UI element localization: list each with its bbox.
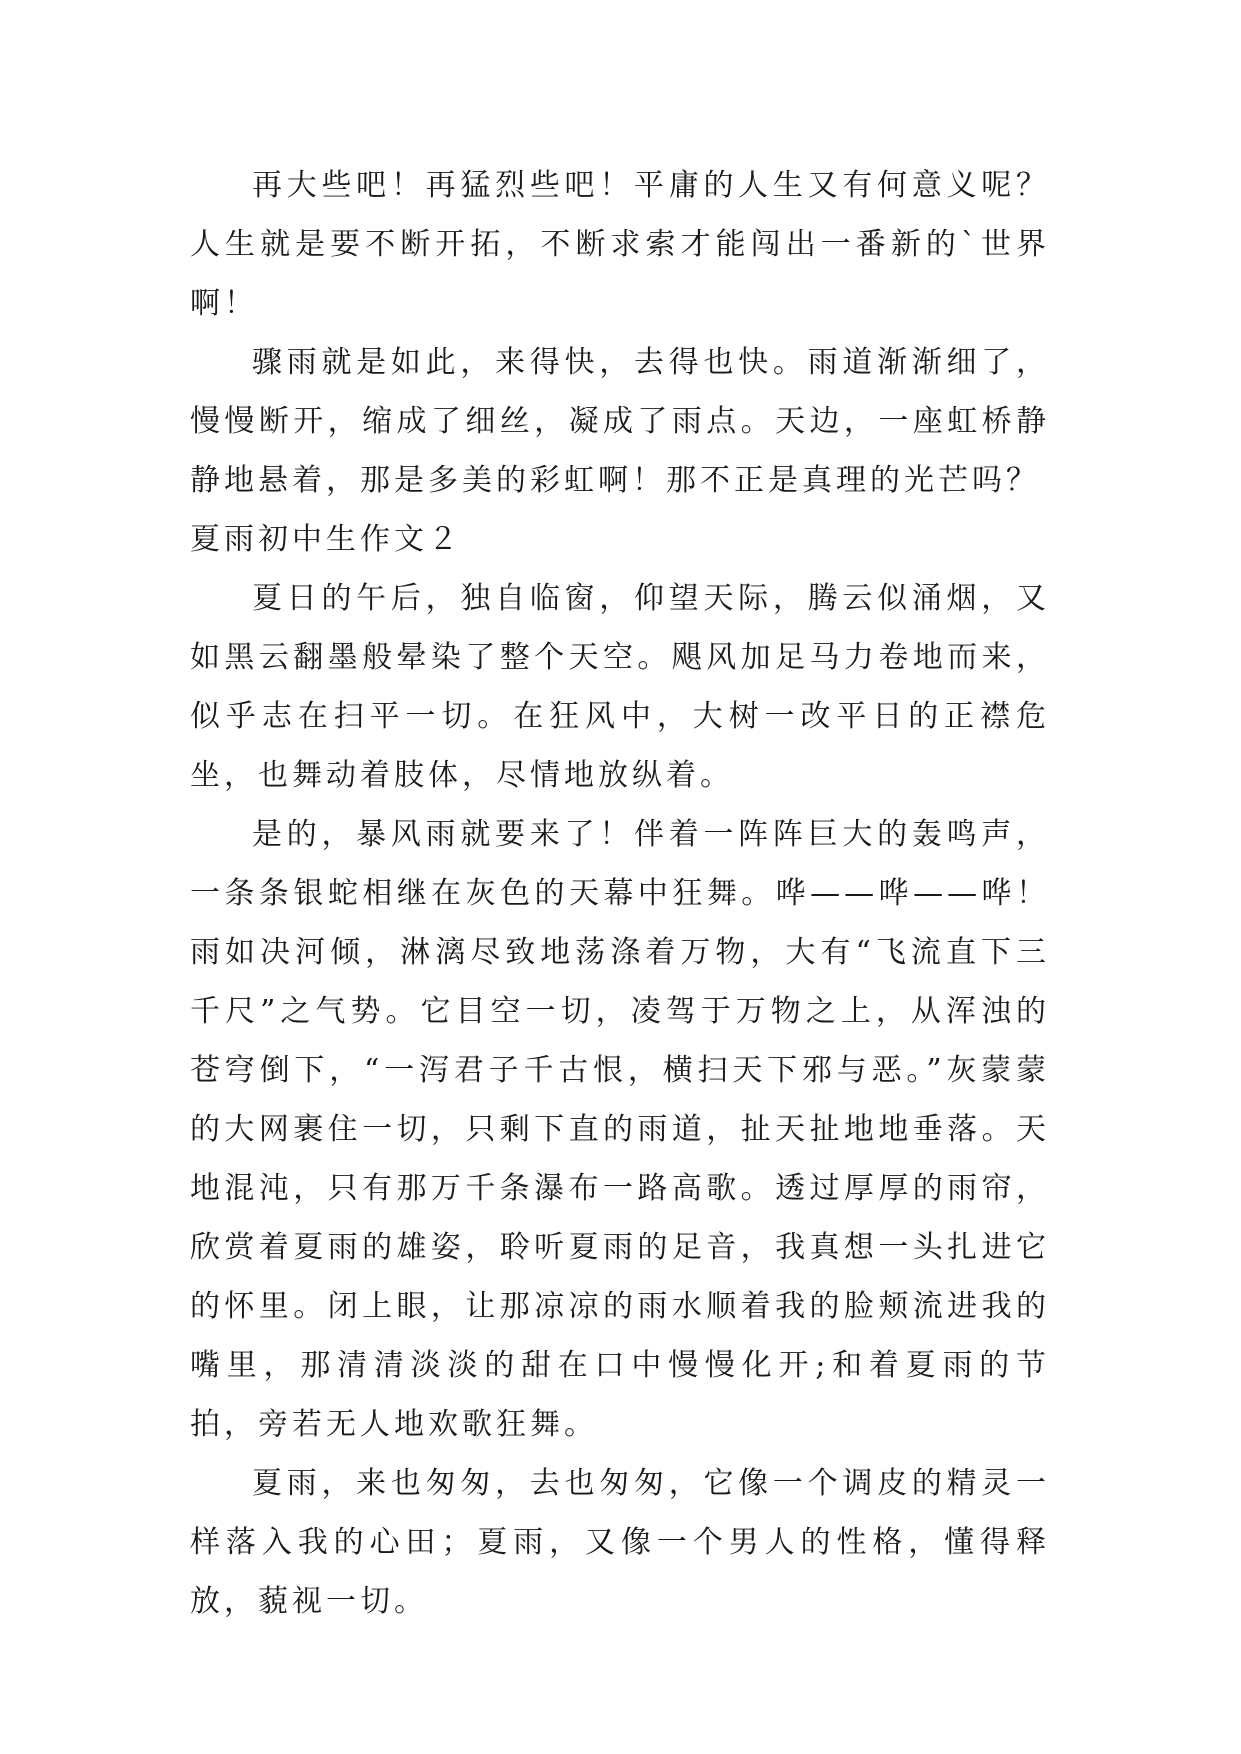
paragraph-3: 夏日的午后，独自临窗，仰望天际，腾云似涌烟，又如黑云翻墨般晕染了整个天空。飓风加足马力卷地而来，似乎志在扫平一切。在狂风中，大树一改平日的正襟危坐，也舞动着肢体，尽情地放纵着。 — [190, 581, 1050, 793]
essay-2 — [190, 510, 1050, 1631]
paragraph-2: 骤雨就是如此，来得快，去得也快。雨道渐渐细了，慢慢断开，缩成了细丝，凝成了雨点。天边，一座虹桥静静地悬着，那是多美的彩虹啊！那不正是真理的光芒吗？ — [190, 345, 1050, 498]
paragraph-4: 是的，暴风雨就要来了！伴着一阵阵巨大的轰鸣声，一条条银蛇相继在灰色的天幕中狂舞。哗——哗——哗！雨如决河倾，淋漓尽致地荡涤着万物，大有“飞流直下三千尺”之气势。它目空一切，凌驾于万物之上，从浑浊的苍穹倒下，“一泻君子千古恨，横扫天下邪与恶。”灰蒙蒙的大网裹住一切，只剩下直的雨道，扯天扯地地垂落。天地混沌，只有那万千条瀑布一路高歌。透过厚厚的雨帘，欣赏着夏雨的雄姿，聆听夏雨的足音，我真想一头扎进它的怀里。闭上眼，让那凉凉的雨水顺着我的脸颊流进我的嘴里，那清清淡淡的甜在口中慢慢化开;和着夏雨的节拍，旁若无人地欢歌狂舞。 — [190, 817, 1050, 1442]
section-title: 夏雨初中生作文２ — [190, 522, 462, 557]
paragraph-5: 夏雨，来也匆匆，去也匆匆，它像一个调皮的精灵一样落入我的心田；夏雨，又像一个男人的性格，懂得释放，藐视一切。 — [190, 1466, 1050, 1619]
paragraph-1: 再大些吧！再猛烈些吧！平庸的人生又有何意义呢？人生就是要不断开拓，不断求索才能闯出一番新的`世界啊！ — [190, 168, 1050, 321]
essay-continuation — [190, 156, 1050, 510]
